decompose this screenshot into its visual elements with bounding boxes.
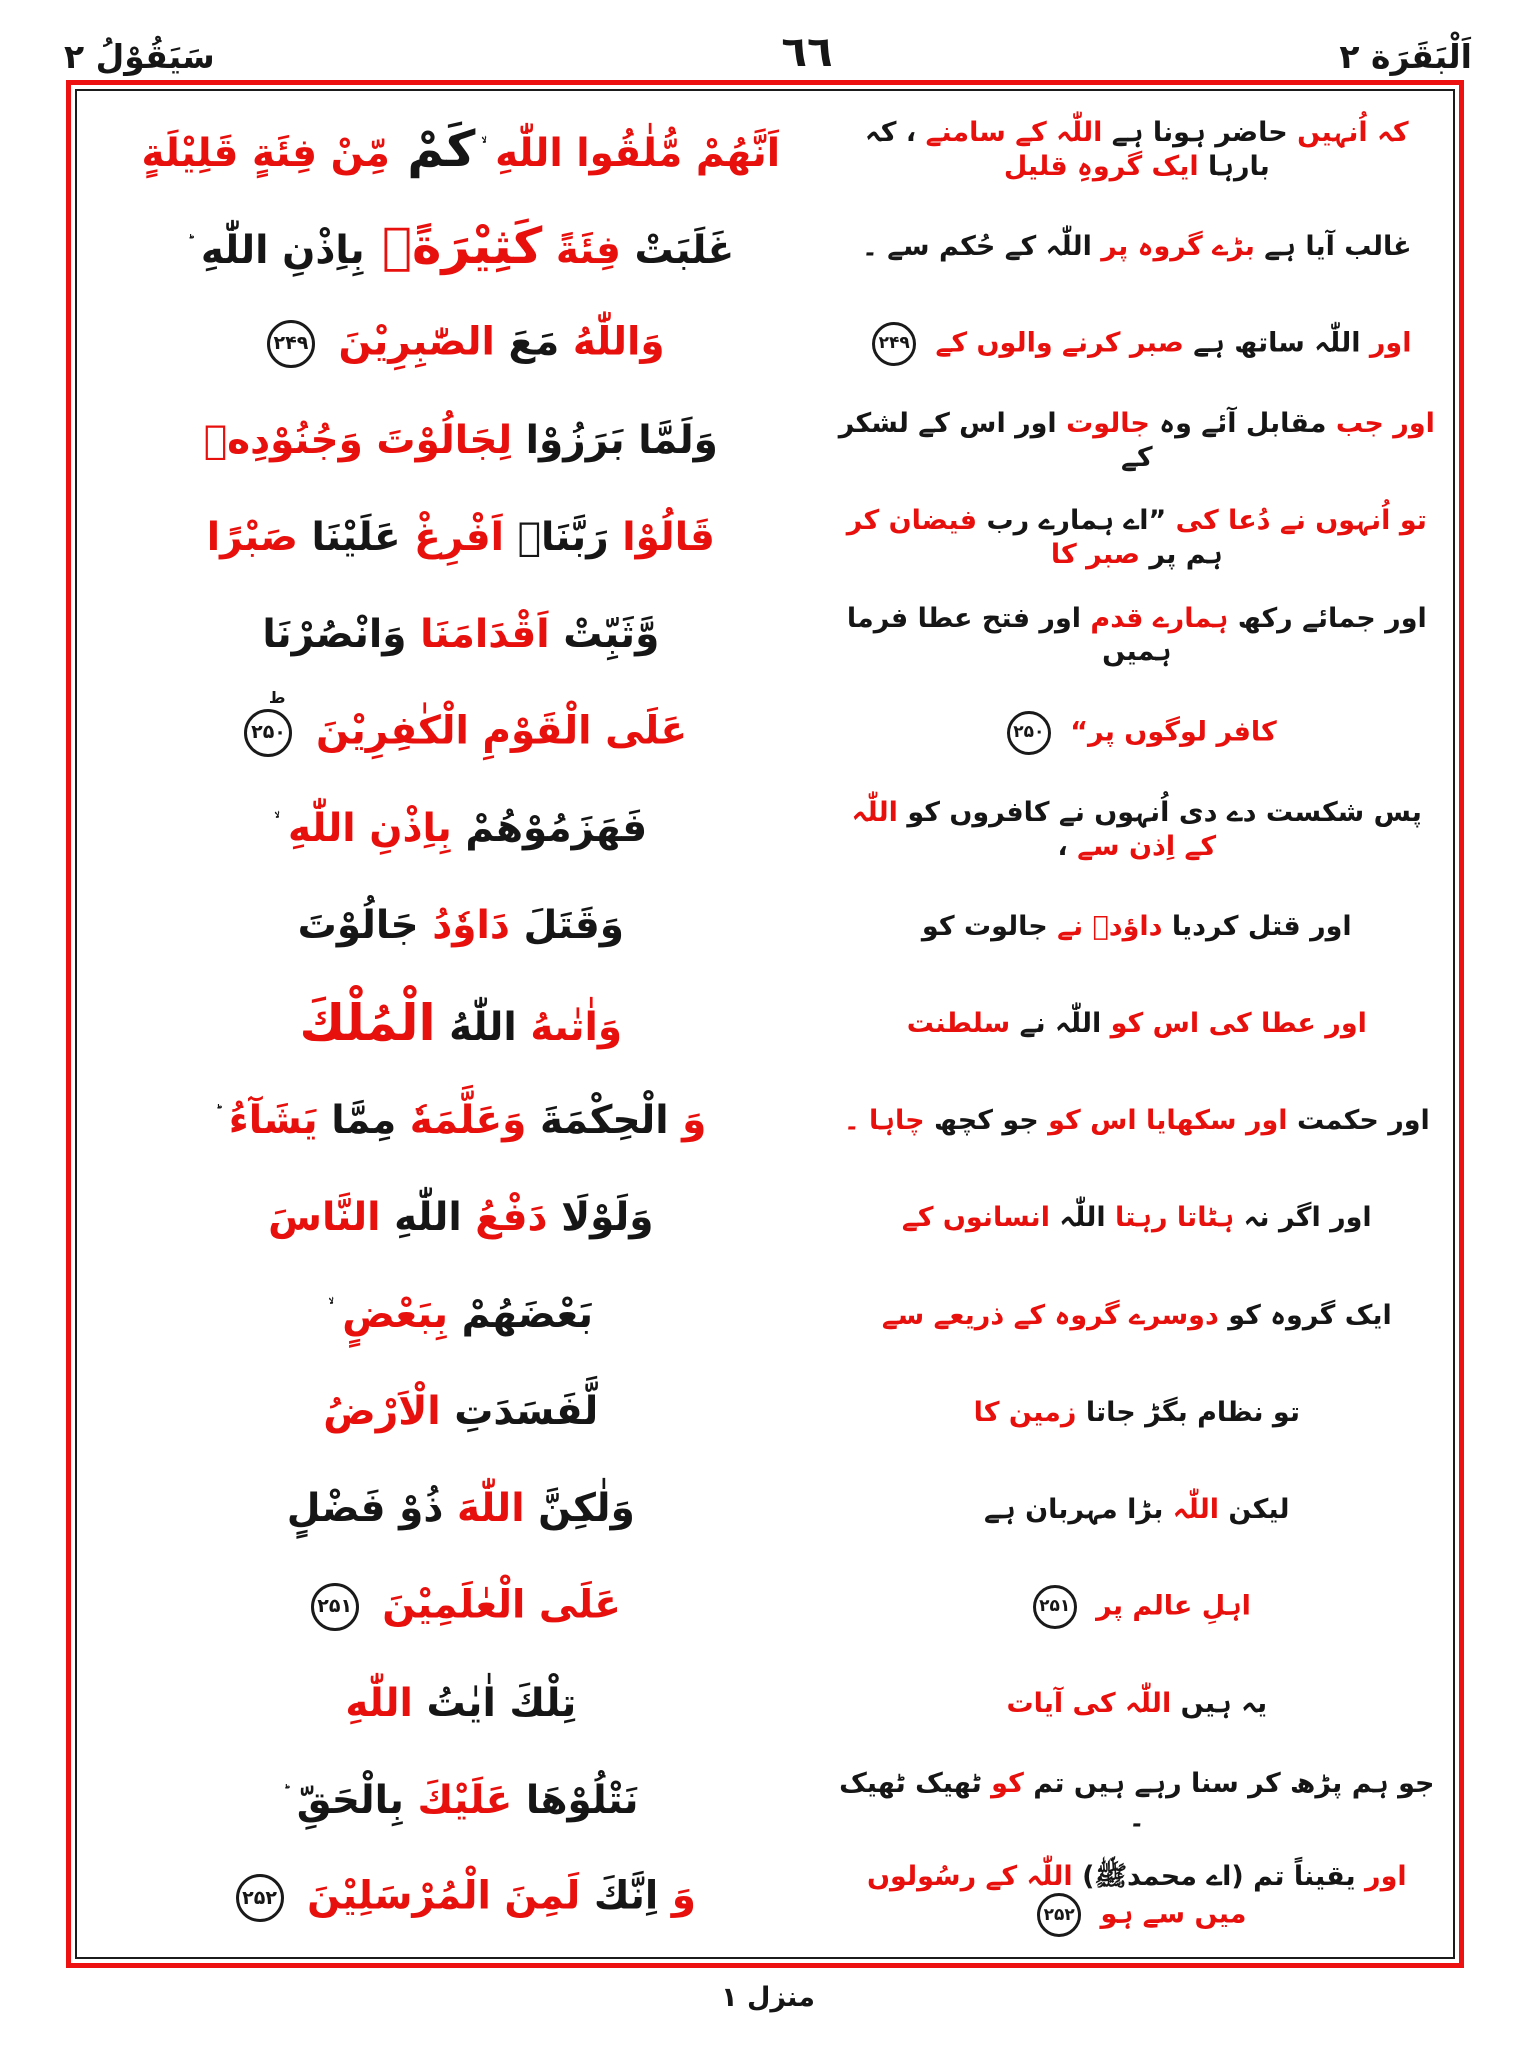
urdu-segment: اور فتح عطا فرما ہمیں xyxy=(837,602,1172,668)
arabic-segment: لِجَالُوْتَ وَجُنُوْدِهٖ xyxy=(203,417,513,463)
urdu-segment: ، xyxy=(1057,830,1068,862)
verse-row xyxy=(89,392,1441,489)
urdu-segment: پس شکست دے دی اُنہوں نے کافروں کو xyxy=(897,796,1422,828)
urdu-segment: حاضر ہونا ہے xyxy=(1102,116,1288,148)
arabic-segment: اللّٰهُ xyxy=(435,1005,517,1051)
verse-row xyxy=(89,490,1441,587)
urdu-line xyxy=(833,796,1441,864)
urdu-segment: ٹھیک ٹھیک ۔ xyxy=(829,1768,1145,1834)
arabic-segment: مِّنْ فِئَةٍ قَلِيْلَةٍ xyxy=(141,130,390,176)
urdu-line xyxy=(833,1104,1441,1138)
arabic-segment: وَقَتَلَ xyxy=(509,903,624,949)
urdu-segment: اور اس کے لشکر کے xyxy=(829,408,1153,474)
urdu-segment: کو xyxy=(981,1768,1024,1800)
verse-row xyxy=(89,1753,1441,1850)
arabic-segment: اللّٰهَ xyxy=(443,1486,525,1532)
arabic-segment: اَقْدَامَنَا xyxy=(406,611,550,657)
urdu-segment: بڑا مہربان ہے xyxy=(984,1493,1164,1525)
arabic-segment: جَالُوْتَ xyxy=(297,903,419,949)
verse-number-badge xyxy=(1007,711,1051,755)
page-number: ٦٦ xyxy=(781,27,833,76)
arabic-segment: وَانْصُرْنَا xyxy=(262,611,407,657)
arabic-segment: وَاٰتٰىهُ xyxy=(516,1005,623,1051)
manzil-label: منزل ۱ xyxy=(721,1982,815,2013)
verse-number: ۲۵۱ xyxy=(317,1595,353,1618)
verse-number: ۲۵۱ xyxy=(1039,1596,1071,1617)
arabic-segment: عَلَيْنَا xyxy=(297,514,401,560)
urdu-segment: ایک گروہ کو xyxy=(1218,1299,1392,1331)
urdu-segment: اللّٰہ کے رسُولوں میں سے ہو xyxy=(857,1860,1247,1930)
arabic-line xyxy=(89,1390,833,1435)
verse-number-badge xyxy=(267,320,315,368)
arabic-segment: لَمِنَ الْمُرْسَلِيْنَ xyxy=(293,1873,581,1919)
urdu-segment: مقابل آئے وہ xyxy=(1149,408,1327,440)
urdu-segment: اللّٰہ xyxy=(1049,1202,1106,1234)
urdu-segment: ایک گروہِ قلیل xyxy=(1003,150,1199,182)
urdu-segment: اہلِ عالم پر xyxy=(1086,1590,1251,1622)
verse-number: ۲۴۹ xyxy=(273,332,309,355)
arabic-segment: مِمَّا xyxy=(317,1097,397,1143)
arabic-segment: وَلٰكِنَّ xyxy=(524,1486,635,1532)
verse-number-badge xyxy=(1033,1585,1077,1629)
urdu-segment: اور جب xyxy=(1326,408,1435,440)
urdu-line xyxy=(833,322,1441,366)
verse-row xyxy=(89,1461,1441,1558)
urdu-line xyxy=(833,1585,1441,1629)
arabic-segment: وَلَمَّا بَرَزُوْا xyxy=(512,417,718,463)
urdu-segment: بڑے گروہ پر xyxy=(1091,230,1255,262)
urdu-segment: اور اگر نہ xyxy=(1234,1202,1372,1234)
arabic-segment: مَعَ xyxy=(494,319,560,365)
arabic-segment: لَّفَسَدَتِ xyxy=(440,1389,599,1435)
verse-number-badge xyxy=(1037,1893,1081,1937)
urdu-line xyxy=(833,116,1441,184)
verse-rows-container xyxy=(75,89,1455,1959)
arabic-line xyxy=(89,419,833,464)
urdu-segment: زمین کا xyxy=(973,1396,1077,1428)
arabic-segment: عَلَى الْقَوْمِ الْكٰفِرِيْنَ xyxy=(302,708,688,754)
urdu-segment: یہ ہیں xyxy=(1171,1688,1268,1720)
urdu-segment: ہٹاتا رہتا xyxy=(1105,1202,1235,1234)
urdu-segment: کافر لوگوں پر“ xyxy=(1060,716,1277,748)
arabic-line xyxy=(89,320,833,368)
verse-number: ۲۴۹ xyxy=(878,333,910,354)
juz-title: سَيَقُوْلُ ۲ xyxy=(64,37,215,76)
arabic-line xyxy=(89,995,833,1052)
arabic-segment: اِنَّكَ xyxy=(580,1873,659,1919)
verse-row xyxy=(89,1364,1441,1461)
urdu-line xyxy=(833,602,1441,670)
urdu-line xyxy=(833,1493,1441,1527)
verse-row xyxy=(89,101,1441,198)
arabic-segment: اَفْرِغْ xyxy=(400,514,504,560)
arabic-line xyxy=(89,1583,833,1631)
arabic-segment: اَنَّهُمْ مُّلٰقُوا اللّٰهِ xyxy=(481,130,781,176)
verse-row xyxy=(89,587,1441,684)
arabic-segment: وَ xyxy=(668,1097,707,1143)
urdu-line xyxy=(833,1687,1441,1721)
arabic-segment: بَعْضَهُمْ xyxy=(448,1292,593,1338)
arabic-segment: وَلَوْلَا xyxy=(547,1194,654,1240)
urdu-segment: اور قتل کردیا xyxy=(1162,910,1352,942)
urdu-segment: داؤدؑ نے xyxy=(1047,910,1163,942)
arabic-segment: عَلَيْكَ xyxy=(403,1777,513,1823)
urdu-segment: ، کہ بارہا xyxy=(855,116,1270,182)
verse-number-badge xyxy=(872,322,916,366)
urdu-segment: سلطنت xyxy=(906,1008,1011,1040)
arabic-segment: الْحِكْمَةَ xyxy=(526,1097,669,1143)
urdu-line xyxy=(833,1201,1441,1235)
arabic-segment: رَبَّنَاۤ xyxy=(504,514,609,560)
arabic-segment: وَّثَبِّتْ xyxy=(549,611,660,657)
verse-number-badge xyxy=(244,687,292,757)
verse-number: ۲۵۰ xyxy=(1013,722,1045,743)
arabic-line xyxy=(89,121,833,178)
urdu-segment: یقیناً تم (اے محمدﷺ) xyxy=(1072,1860,1356,1892)
arabic-segment: كَثِيْرَةًۢ xyxy=(364,217,543,276)
urdu-segment: اللّٰہ کی آیات xyxy=(1006,1688,1172,1720)
urdu-line xyxy=(833,711,1441,755)
arabic-line xyxy=(89,516,833,561)
verse-row xyxy=(89,781,1441,878)
arabic-segment: النَّاسَ xyxy=(268,1194,381,1240)
urdu-segment: فیضان کر xyxy=(837,505,978,537)
verse-number: ۲۵۲ xyxy=(242,1886,277,1909)
arabic-segment: الْمُلْكَ xyxy=(299,994,436,1053)
surah-title: اَلْبَقَرَة ۲ xyxy=(1339,37,1472,76)
arabic-line xyxy=(89,807,833,852)
urdu-segment: غالب آیا ہے xyxy=(1254,230,1412,262)
urdu-line xyxy=(829,1767,1441,1835)
verse-row xyxy=(89,975,1441,1072)
arabic-segment: اللّٰهِ xyxy=(380,1194,462,1240)
urdu-segment: دوسرے گروہ کے ذریعے سے xyxy=(881,1299,1219,1331)
urdu-segment: اللّٰہ xyxy=(1163,1493,1219,1525)
urdu-line xyxy=(833,1299,1441,1333)
arabic-segment: صَبْرًا xyxy=(206,514,298,560)
arabic-segment: ۙ xyxy=(475,136,482,157)
arabic-segment: فِئَةً xyxy=(542,228,621,274)
arabic-line xyxy=(89,1779,833,1824)
arabic-segment: وَاللّٰهُ xyxy=(559,319,665,365)
verse-row xyxy=(89,1656,1441,1753)
verse-row xyxy=(89,1267,1441,1364)
arabic-segment: ذُوْ فَضْلٍ xyxy=(286,1486,444,1532)
urdu-segment: جالوت xyxy=(1056,408,1150,440)
verse-number: ۲۵۲ xyxy=(1043,1904,1075,1925)
urdu-segment: اور xyxy=(1355,1860,1407,1892)
urdu-segment: انسانوں کے xyxy=(901,1202,1050,1234)
urdu-segment: جو ہم پڑھ کر سنا رہے ہیں تم xyxy=(1023,1768,1435,1800)
urdu-segment: چاہا ۔ xyxy=(843,1105,925,1137)
urdu-segment: صبر کا xyxy=(1050,539,1141,571)
urdu-segment: اور حکمت xyxy=(1287,1105,1430,1137)
verse-number-badge xyxy=(236,1874,284,1922)
arabic-line xyxy=(89,1293,833,1338)
urdu-line xyxy=(833,910,1441,944)
verse-row xyxy=(89,1558,1441,1655)
arabic-segment: فَهَزَمُوْهُمْ xyxy=(451,806,648,852)
urdu-segment: کہ اُنہیں xyxy=(1287,116,1409,148)
urdu-line xyxy=(833,1860,1441,1938)
arabic-segment: قَالُوْا xyxy=(608,514,715,560)
urdu-line xyxy=(833,1396,1441,1430)
arabic-segment: الصّٰبِرِيْنَ xyxy=(324,319,495,365)
page-frame xyxy=(66,80,1464,1968)
arabic-segment: دَاوٗدُ xyxy=(418,903,510,949)
arabic-segment: نَتْلُوْهَا xyxy=(512,1777,639,1823)
verse-row xyxy=(89,1073,1441,1170)
arabic-segment: عَلَى الْعٰلَمِيْنَ xyxy=(368,1582,621,1628)
verse-number-badge xyxy=(311,1583,359,1631)
arabic-line xyxy=(89,613,833,658)
arabic-segment: بِاِذْنِ اللّٰهِ xyxy=(187,228,365,274)
urdu-segment: ”اے ہمارے رب xyxy=(977,505,1167,537)
page-header xyxy=(0,16,1536,76)
urdu-line xyxy=(833,504,1441,572)
arabic-segment: غَلَبَتْ xyxy=(620,228,735,274)
arabic-segment: يَشَآءُ xyxy=(215,1097,318,1143)
arabic-line xyxy=(89,218,833,275)
arabic-segment: وَ xyxy=(658,1873,697,1919)
arabic-line xyxy=(89,1874,833,1922)
arabic-segment: بِالْحَقِّ xyxy=(283,1777,404,1823)
verse-number: ۲۵۰ xyxy=(251,721,286,744)
urdu-segment: جو کچھ xyxy=(924,1105,1039,1137)
urdu-segment: ہمارے قدم xyxy=(1081,602,1229,634)
urdu-segment: اور سکھایا اس کو xyxy=(1038,1105,1288,1137)
urdu-line xyxy=(833,1007,1441,1041)
arabic-segment: الْاَرْضُ xyxy=(323,1389,441,1435)
arabic-segment: اللّٰهِ xyxy=(345,1680,413,1726)
arabic-segment: دَفْعُ xyxy=(461,1194,548,1240)
arabic-segment: وَعَلَّمَهٗ xyxy=(396,1097,527,1143)
urdu-segment: اور جمائے رکھ xyxy=(1228,602,1427,634)
urdu-segment: اور عطا کی اس کو xyxy=(1101,1008,1367,1040)
waqf-mark: ط xyxy=(268,687,286,707)
arabic-segment: بِبَعْضٍ xyxy=(328,1292,448,1338)
urdu-segment: تو نظام بگڑ جاتا xyxy=(1076,1396,1300,1428)
arabic-line xyxy=(89,1682,833,1727)
arabic-line xyxy=(89,1487,833,1532)
arabic-segment: تِلْكَ اٰيٰتُ xyxy=(412,1680,577,1726)
verse-row xyxy=(89,1170,1441,1267)
arabic-segment: كَمْ xyxy=(389,119,476,178)
verse-row xyxy=(89,1850,1441,1947)
arabic-line xyxy=(89,1099,833,1144)
urdu-segment: اور xyxy=(1360,327,1412,359)
verse-row xyxy=(89,878,1441,975)
urdu-segment: جالوت کو xyxy=(921,910,1048,942)
urdu-segment: تو اُنہوں نے دُعا کی xyxy=(1166,505,1427,537)
verse-row xyxy=(89,684,1441,781)
arabic-line xyxy=(89,687,833,757)
urdu-segment: لیکن xyxy=(1218,1493,1290,1525)
urdu-segment: اللّٰہ کے اِذن سے xyxy=(842,796,1217,862)
arabic-segment: بِاِذْنِ اللّٰهِ xyxy=(274,806,452,852)
arabic-line xyxy=(89,904,833,949)
urdu-line xyxy=(833,230,1441,264)
urdu-segment: اللّٰہ نے xyxy=(1010,1008,1102,1040)
verse-row xyxy=(89,198,1441,295)
verse-row xyxy=(89,295,1441,392)
urdu-segment: اللّٰہ ساتھ ہے xyxy=(1183,327,1361,359)
urdu-segment: صبر کرنے والوں کے xyxy=(926,327,1184,359)
urdu-segment: ہم پر xyxy=(1140,539,1223,571)
urdu-segment: اللّٰہ کے حُکم سے ۔ xyxy=(862,230,1092,262)
urdu-segment: اللّٰہ کے سامنے xyxy=(916,116,1103,148)
urdu-line xyxy=(829,407,1441,475)
arabic-line xyxy=(89,1196,833,1241)
